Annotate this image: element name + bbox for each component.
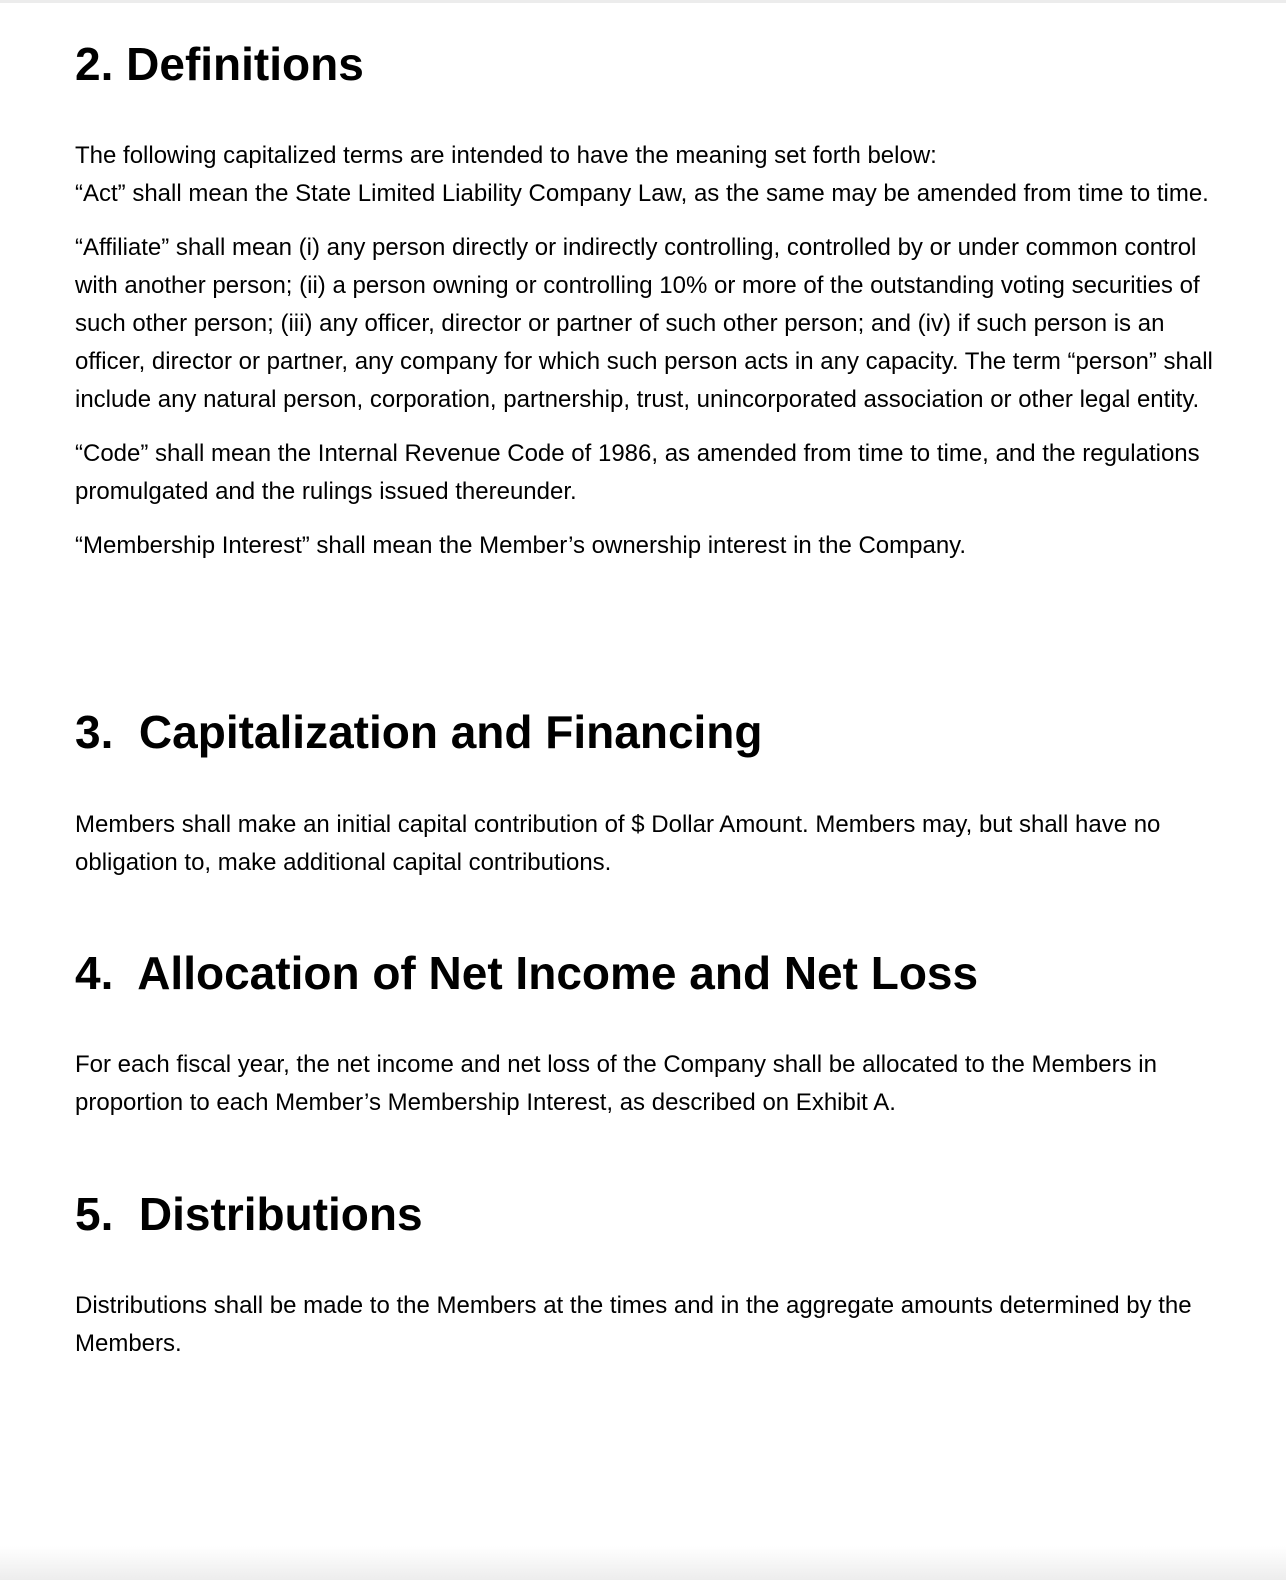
bottom-shadow [0,1546,1286,1580]
distributions-text: Distributions shall be made to the Members at the times and in the aggregate amounts determined by the Members. [75,1292,1192,1357]
definitions-section [75,137,1215,565]
definition-affiliate: “Affiliate” shall mean (i) any person directly or indirectly controlling, controlled by or under common control with another person; (ii) a person owning or controlling 10% or more of the outstanding voting securities of such other person; (iii) any officer, director or partner of such other person; and (iv) if such person is an officer, director or partner, any company for which such person acts in any capacity. The term “person” shall include any natural person, corporation, partnership, trust, unincorporated association or other legal entity. [75,234,1213,413]
capitalization-text: Members shall make an initial capital contribution of $ Dollar Amount. Members may, but shall have no obligation to, make additional capital contributions. [75,811,1161,876]
section-heading-distributions: 5. Distributions [75,1188,423,1240]
definition-code: “Code” shall mean the Internal Revenue Code of 1986, as amended from time to time, and the regulations promulgated and the rulings issued thereunder. [75,440,1200,505]
section-heading-definitions: 2. Definitions [75,38,364,90]
top-border [0,0,1286,3]
section-heading-allocation: 4. Allocation of Net Income and Net Loss [75,947,979,999]
definitions-intro-and-act [75,137,1215,213]
allocation-text: For each fiscal year, the net income and net loss of the Company shall be allocated to the Members in proportion to each Member’s Membership Interest, as described on Exhibit A. [75,1051,1157,1116]
definitions-intro: The following capitalized terms are intended to have the meaning set forth below: [75,142,937,169]
definition-membership-interest: “Membership Interest” shall mean the Member’s ownership interest in the Company. [75,532,967,559]
section-heading-capitalization: 3. Capitalization and Financing [75,706,763,758]
definition-act: “Act” shall mean the State Limited Liability Company Law, as the same may be amended from time to time. [75,180,1209,207]
